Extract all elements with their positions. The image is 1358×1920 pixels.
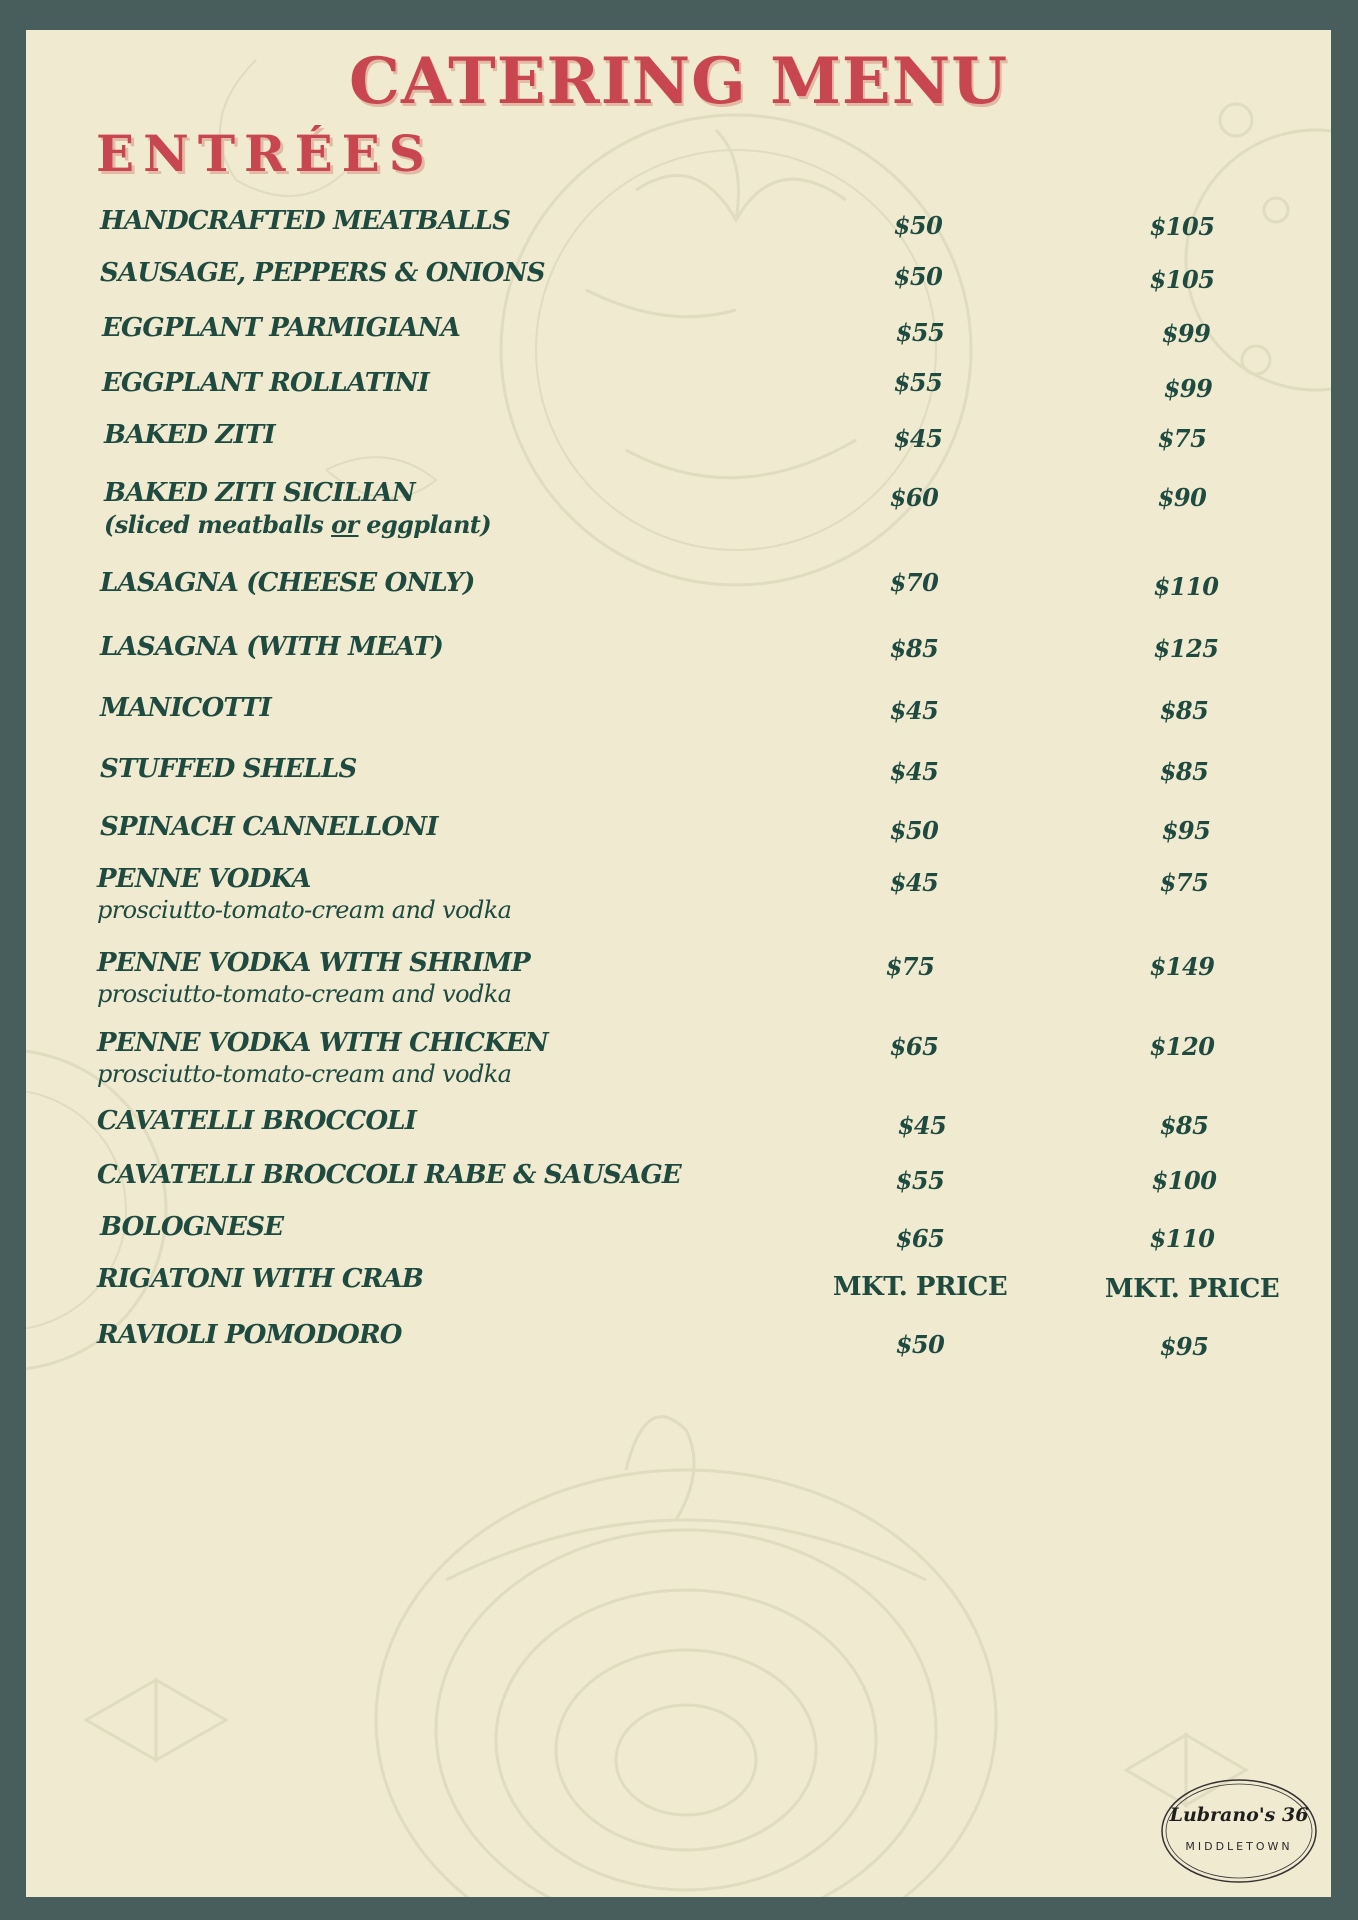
menu-item-price-large: $95 [1161,816,1211,845]
menu-item-price-small: $45 [893,424,943,453]
menu-item-price-small: $50 [893,262,943,291]
menu-item-price-small: $45 [889,868,939,897]
menu-item-name: HANDCRAFTED MEATBALLS [100,206,511,236]
menu-item-price-small: $45 [897,1111,947,1140]
menu-item-name: RIGATONI WITH CRAB [97,1264,424,1294]
menu-item-name: SPINACH CANNELLONI [100,812,438,842]
menu-item-price-large: $110 [1153,572,1219,601]
menu-item-price-large: $149 [1149,952,1215,981]
menu-item-price-large: $95 [1159,1332,1209,1361]
logo-oval-icon [1160,1778,1318,1884]
menu-item-price-small: $45 [889,757,939,786]
menu-item-name: CAVATELLI BROCCOLI [97,1106,417,1136]
menu-item-name: STUFFED SHELLS [100,754,357,784]
menu-item-price-small: $85 [889,634,939,663]
menu-page [26,30,1331,1897]
menu-item-name: SAUSAGE, PEPPERS & ONIONS [100,258,545,288]
menu-item-price-large: $85 [1159,757,1209,786]
menu-item-price-small: $50 [893,211,943,240]
menu-item-note: (sliced meatballs or eggplant) [104,510,492,539]
menu-item-price-small: $65 [895,1224,945,1253]
menu-item-note: prosciutto-tomato-cream and vodka [97,980,512,1008]
menu-item-name: RAVIOLI POMODORO [97,1320,402,1350]
section-heading-entrees: ENTRÉES [96,124,434,183]
menu-item-price-small: $50 [889,816,939,845]
menu-item-price-large: $100 [1151,1166,1217,1195]
menu-item-price-small: $75 [885,952,935,981]
menu-item-price-large: $120 [1149,1032,1215,1061]
menu-title: CATERING MENU [349,44,1008,119]
menu-item-name: LASAGNA (WITH MEAT) [100,632,444,662]
menu-item-price-large: $105 [1149,212,1215,241]
menu-item-price-large: $125 [1153,634,1219,663]
menu-item-price-small: $60 [889,483,939,512]
menu-item-price-large: $99 [1161,319,1211,348]
menu-item-price-small: $50 [895,1330,945,1359]
restaurant-logo [1160,1778,1318,1884]
menu-item-price-large: $105 [1149,265,1215,294]
menu-item-price-large: $90 [1157,483,1207,512]
menu-item-name: PENNE VODKA WITH CHICKEN [97,1028,548,1058]
menu-item-price-small: $45 [889,696,939,725]
tomato-illustration [501,115,971,585]
menu-item-name: PENNE VODKA WITH SHRIMP [97,948,530,978]
menu-item-note: prosciutto-tomato-cream and vodka [97,896,512,924]
menu-item-name: BAKED ZITI [104,420,275,450]
menu-item-price-small: $55 [895,1166,945,1195]
menu-item-name: PENNE VODKA [97,864,311,894]
menu-item-name: BAKED ZITI SICILIAN [104,478,415,508]
menu-item-price-small: MKT. PRICE [832,1272,1008,1302]
menu-item-price-large: $99 [1163,374,1213,403]
farfalle-illustration [86,1680,1246,1805]
menu-item-name: LASAGNA (CHEESE ONLY) [100,568,475,598]
menu-item-price-small: $55 [895,318,945,347]
menu-item-name: EGGPLANT PARMIGIANA [102,313,461,343]
logo-location: MIDDLETOWN [1185,1840,1293,1853]
logo-name: Lubrano's 36 [1169,1804,1309,1826]
menu-item-price-large: $75 [1157,424,1207,453]
menu-item-note: prosciutto-tomato-cream and vodka [97,1060,512,1088]
menu-item-name: CAVATELLI BROCCOLI RABE & SAUSAGE [97,1160,681,1190]
menu-item-price-small: $55 [893,368,943,397]
menu-item-price-small: $70 [889,568,939,597]
menu-item-price-large: $85 [1159,696,1209,725]
menu-item-price-large: $110 [1149,1224,1215,1253]
menu-item-price-large: $85 [1159,1111,1209,1140]
pasta-nest-illustration [376,1417,996,1897]
menu-item-name: BOLOGNESE [100,1212,284,1242]
menu-item-price-small: $65 [889,1032,939,1061]
menu-item-price-large: $75 [1159,868,1209,897]
menu-item-name: MANICOTTI [100,693,271,723]
menu-item-price-large: MKT. PRICE [1104,1274,1280,1304]
menu-item-name: EGGPLANT ROLLATINI [102,368,430,398]
